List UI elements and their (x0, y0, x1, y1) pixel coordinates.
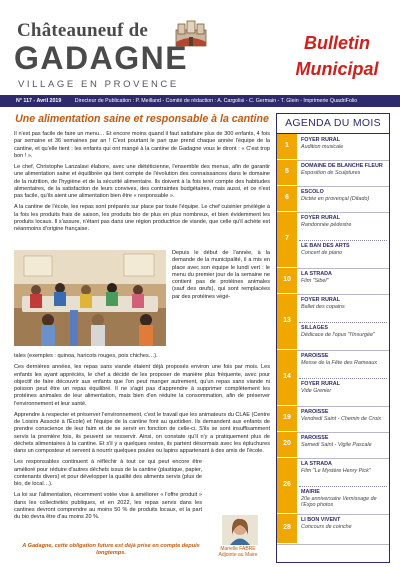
article-wrap-text: Depuis le début de l'année, à la demande de la municipalité, il a mis en place avec son équipe le lundi vert : le menu du premier jour de la semaine ne contient pas de protéines animales (sauf des œufs), qui sont remplacées par des protéines végé- (172, 250, 270, 300)
agenda-day-number (277, 294, 297, 349)
agenda-event[interactable] (301, 409, 389, 422)
agenda-day-number (277, 268, 297, 293)
agenda-event-title: DOMAINE DE BLANCHE FLEUR (301, 163, 383, 169)
agenda-day-number (277, 186, 297, 211)
cantine-photo (14, 250, 166, 346)
article-continued (14, 353, 270, 525)
agenda-event-title: PAROISSE (301, 353, 329, 359)
agenda-event-title: MAIRIE (301, 489, 320, 495)
agenda-divider (277, 544, 389, 545)
agenda-event[interactable] (301, 489, 389, 509)
agenda-title: AGENDA DU MOIS (277, 114, 389, 134)
author-role: Adjointe au Maire (218, 552, 258, 558)
agenda-event-desc: 20e anniversaire Vernissage de l'Expo photos (301, 495, 377, 509)
agenda-event-title: FOYER RURAL (301, 297, 340, 303)
agenda-day-label: 6 (285, 193, 289, 201)
agenda-event-title: FOYER RURAL (301, 215, 340, 221)
agenda-event-desc: Film "Sibel" (301, 277, 329, 284)
logo-main-text: GADAGNE (14, 40, 189, 76)
agenda-event[interactable] (301, 271, 389, 284)
agenda-event[interactable] (301, 243, 389, 256)
agenda-event-title: LA STRADA (301, 461, 332, 467)
article-footnote: A Gadagne, cette obligation future est déjà prise en compte depuis longtemps. (22, 543, 200, 556)
agenda-day-number (277, 458, 297, 513)
article-paragraph: Apprendre à respecter et préserver l'environnement, c'est le travail que les animateurs du CLAE (Centre de Loisirs Associé à l'École) et l'équipe de la cantine font au quotidien. Ils demandent aux enfants de prendre conscience de leur faim et de se servir en fonction de celle-ci. S'ils se sont insuffisamment servis la première fois, ils peuvent se resservir. Ainsi, on constate qu'il n'y a pratiquement plus de déchets alimentaires à la cantine. Et s'il y a quelques restes, ils partent désormais avec les épluchures dans un composteur et servent à nourrir quelques poules ou lapins appartenant à des amis de l'école. (14, 411, 270, 454)
agenda-subdivider (299, 486, 387, 487)
agenda-event-desc: Concours de coinche (301, 523, 352, 530)
article-paragraph: A la cantine de l'école, les repas sont préparés sur place par toute l'équipe. Le chef cuisinier privilégie à la fois les produits frais de saison, les produits bio de plus en plus nombreux, et bien évidemment les produits locaux. Il s'assure, n'étant pas dans une région productrice de viande, que celle qu'il achète est néanmoins d'origine française. (14, 204, 270, 232)
article-paragraph: Ces dernières années, les repas sans viande étaient déjà proposés environ une fois par mois. Les enfants les ayant appréciés, le chef a décidé de les proposer de manière plus fréquente, avec pour objectif de faire découvrir aux enfants que l'on peut manger autrement, qu'un repas sans viande ni poisson peut être un repas équilibré. Il ne s'agit pas d'apprendre à supprimer complètement les protéines animales de leur alimentation, mais bien d'en réduire la consommation, afin de préserver l'environnement et leur santé. (14, 364, 270, 407)
masthead (0, 0, 400, 94)
agenda-event-title: PAROISSE (301, 409, 329, 415)
agenda-day-label: 20 (283, 439, 291, 447)
agenda-event[interactable] (301, 381, 389, 394)
agenda-event-desc: Vide Grenier (301, 387, 332, 394)
agenda-day-number (277, 160, 297, 185)
agenda-subdivider (299, 378, 387, 379)
agenda-event[interactable] (301, 461, 389, 474)
agenda-day-label: 10 (283, 275, 291, 283)
agenda-event-title: FOYER RURAL (301, 137, 340, 143)
agenda-day-label: 7 (285, 234, 289, 242)
agenda-event-desc: Film "Le Mystère Henry Pick" (301, 467, 371, 474)
agenda-day-number (277, 350, 297, 405)
agenda-event-desc: Ballet des copains (301, 303, 345, 310)
article-paragraph: La loi sur l'alimentation, récemment votée vise à améliorer « l'offre produit » dans les collectivités publiques, et en 2022, les repas servis dans les cantines devront comprendre au moins 50 % de produits locaux, et la part du bio devra être d'au moins 20 %. (14, 492, 202, 520)
agenda-day-number (277, 134, 297, 159)
agenda-event-desc: Audition musicale (301, 143, 344, 150)
agenda-day-label: 1 (285, 141, 289, 149)
bulletin-title (282, 30, 392, 82)
logo-top-text: Châteauneuf de (17, 20, 149, 41)
agenda-event-title: LE BAN DES ARTS (301, 243, 350, 249)
agenda-day-label: 26 (283, 480, 291, 488)
agenda-event-desc: Vendredi Saint - Chemin de Croix (301, 415, 382, 422)
agenda-day-number (277, 432, 297, 457)
agenda-event-title: PAROISSE (301, 435, 329, 441)
article-paragraph: Il n'est pas facile de faire un menu… Et encore moins quand il faut satisfaire plus de 300 enfants, 4 fois par semaine et 36 semaines par an ! C'est pourtant le pari que prend chaque année l'équipe de la cantine, et qu'elle tient : les enfants qui ont mangé à la cantine de Gadagne vous le diront : « C'est trop bon ! ». (14, 131, 270, 159)
agenda-event[interactable] (301, 215, 389, 228)
agenda-event[interactable] (301, 435, 389, 448)
agenda-event-title: LA STRADA (301, 271, 332, 277)
agenda-day-label: 19 (283, 413, 291, 421)
agenda-event-desc: Dédicace de l'opus "l'Insurgée" (301, 331, 375, 338)
article-paragraph: tales (exemples : quinoa, haricots rouges, pois chiches…). (14, 353, 158, 359)
agenda-panel (276, 113, 390, 563)
issue-credits: Directeur de Publication : P. Meilland - Comité de rédaction : A. Cargolisi - C. Germain - T. Glein - Imprimerie QuadriFolio (74, 98, 358, 104)
agenda-day-number (277, 212, 297, 267)
agenda-event[interactable] (301, 137, 389, 150)
agenda-event-title: ESCOLO (301, 189, 324, 195)
article (14, 113, 270, 237)
author-name: Marielle FABRE (220, 546, 256, 552)
article-paragraph: Le chef, Christophe Lanzalavi élabore, avec une diététicienne, l'ensemble des menus, afin de garantir une alimentation saine et équilibrée qui tient compte de l'évolution des connaissances dans le domaine de la nutrition, de l'hygiène et de la sécurité alimentaire. Ils doivent à la fois tenir compte des habitudes alimentaires, de la satisfaction de leurs convives, des contraintes budgétaires, mais aussi, et ce n'est pas facile, qu'ils aient une alimentation bien être « responsable ». (14, 164, 270, 199)
agenda-day-label: 28 (283, 523, 291, 531)
author-portrait (222, 515, 258, 545)
agenda-event[interactable] (301, 353, 389, 366)
agenda-event-desc: Concert de piano (301, 249, 343, 256)
agenda-event-title: SILLAGES (301, 325, 328, 331)
agenda-event-desc: Messe de la Fête des Rameaux (301, 359, 378, 366)
agenda-event[interactable] (301, 517, 389, 530)
agenda-subdivider (299, 240, 387, 241)
agenda-day-label: 5 (285, 167, 289, 175)
issue-number: N° 117 - Avril 2019 (16, 98, 62, 104)
agenda-event-title: FOYER RURAL (301, 381, 340, 387)
agenda-event-desc: Samedi Saint - Vigile Pascale (301, 441, 372, 448)
bulletin-line-1: Bulletin (304, 33, 370, 53)
logo-subtitle: VILLAGE EN PROVENCE (18, 79, 179, 90)
agenda-day-number (277, 514, 297, 543)
agenda-event-title: LI BON VIVENT (301, 517, 341, 523)
agenda-event-desc: Randonnée pédestre (301, 221, 352, 228)
article-headline: Une alimentation saine et responsable à la cantine (15, 113, 269, 125)
agenda-day-label: 14 (283, 372, 291, 380)
agenda-day-label: 13 (283, 316, 291, 324)
article-paragraph: Les responsables continuent à réfléchir à tout ce qui peut encore être amélioré pour réduire d'autres déchets issus de la cantine (plastique, papier, contenants divers) et pour développer la qualité des aliments servis (plus de bio, de local…). (14, 459, 202, 487)
agenda-subdivider (299, 322, 387, 323)
issue-bar (0, 95, 400, 107)
agenda-event[interactable] (301, 189, 389, 202)
agenda-event[interactable] (301, 163, 389, 176)
author-signature (206, 546, 270, 558)
agenda-event-desc: Exposition de Sculptures (301, 169, 361, 176)
agenda-event[interactable] (301, 325, 389, 338)
bulletin-line-2: Municipal (295, 59, 379, 79)
agenda-event-desc: Dictée en provençal (Ditado) (301, 195, 370, 202)
agenda-day-number (277, 406, 297, 431)
agenda-event[interactable] (301, 297, 389, 310)
